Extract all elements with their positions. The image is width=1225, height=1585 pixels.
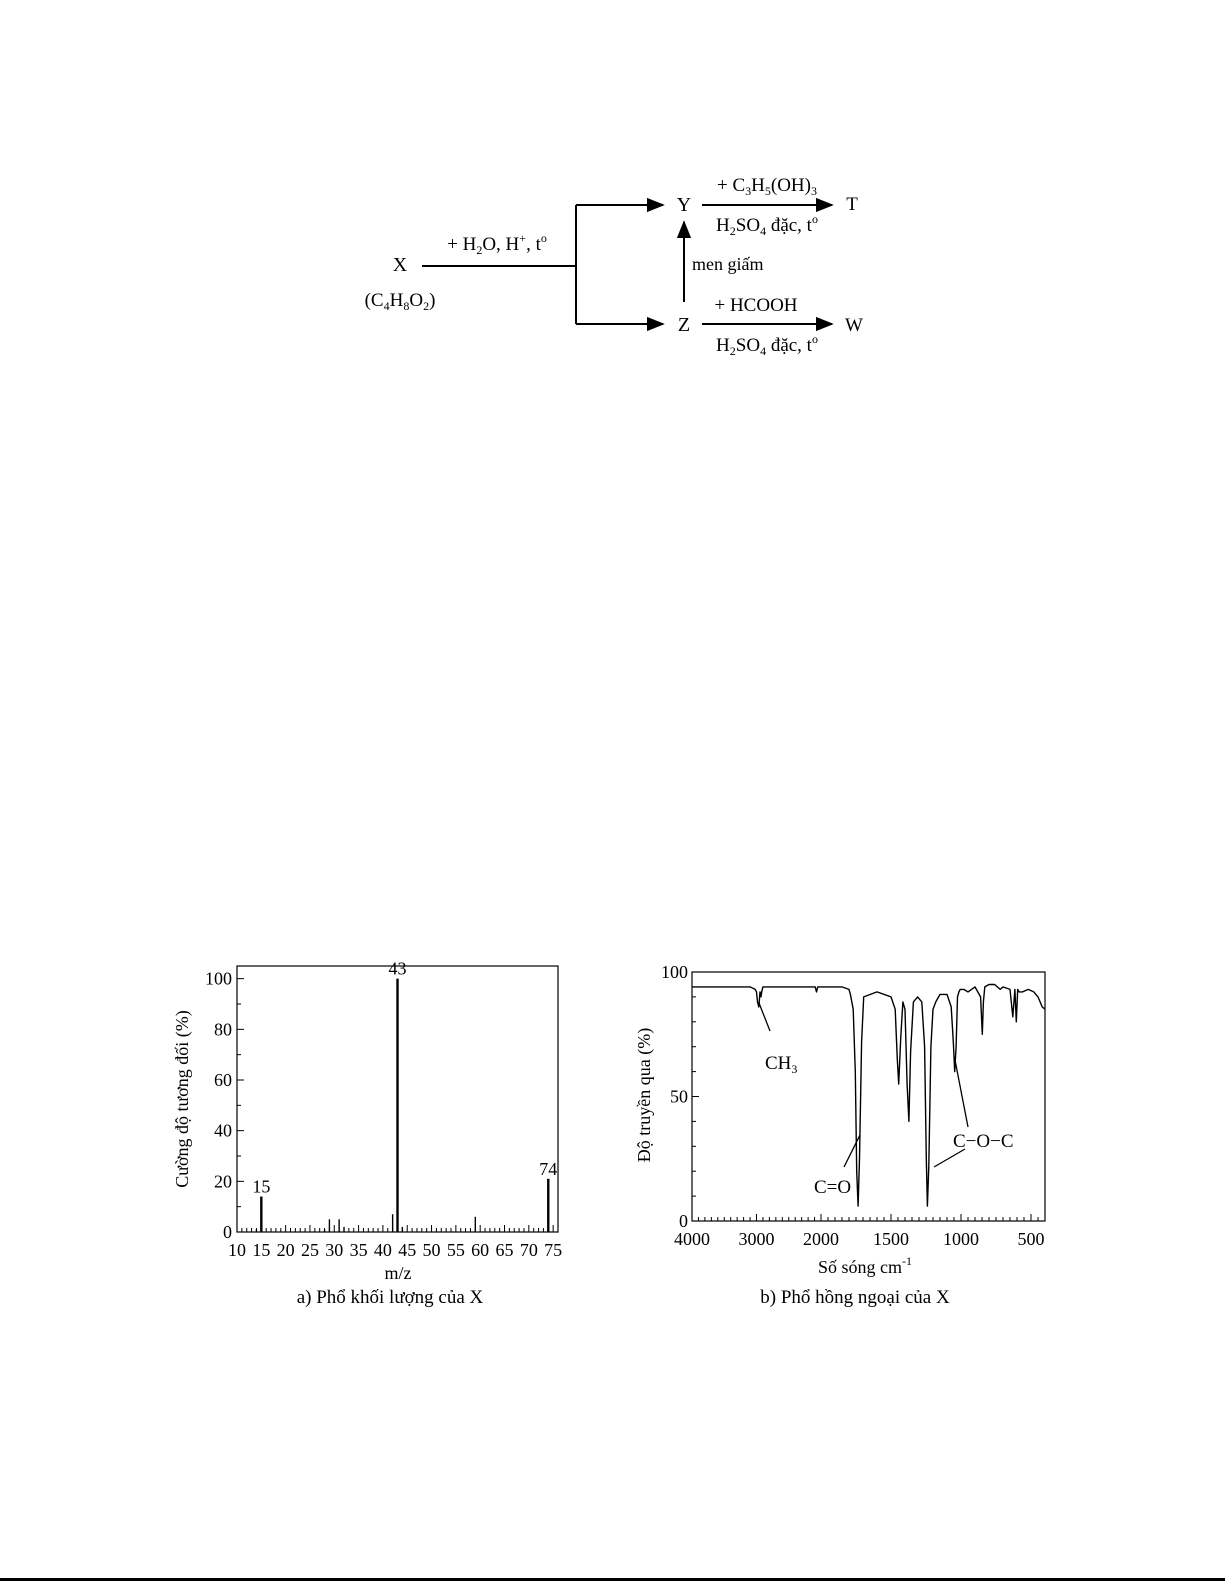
ms-x-tick-label: 35 xyxy=(349,1240,368,1260)
ir-annotation-leaders xyxy=(759,1003,968,1167)
ms-x-tick-label: 15 xyxy=(252,1240,271,1260)
product-w: W xyxy=(845,315,863,336)
ir-x-tick-label: 3000 xyxy=(738,1229,775,1249)
ir-caption: b) Phổ hồng ngoại của X xyxy=(760,1287,950,1308)
mass-spectrum-chart xyxy=(160,955,580,1325)
ir-annotation-coc: C−O−C xyxy=(953,1131,1014,1152)
page-bottom-rule xyxy=(0,1578,1225,1581)
ms-y-tick-label: 80 xyxy=(214,1019,232,1040)
ms-x-tick-label: 50 xyxy=(422,1240,441,1260)
hydrolysis-condition: + $H_2O$, H+, $t^o$ xyxy=(447,231,547,257)
ir-x-tick-label: 1500 xyxy=(873,1229,909,1249)
ir-y-tick-label: 50 xyxy=(670,1086,688,1107)
ms-x-tick-label: 75 xyxy=(544,1240,563,1260)
ms-y-tick-label: 40 xyxy=(214,1120,232,1141)
ms-y-tick-label: 0 xyxy=(223,1222,232,1242)
ms-caption: a) Phổ khối lượng của X xyxy=(296,1287,484,1308)
ms-x-tick-label: 45 xyxy=(398,1240,417,1260)
ir-y-tick-labels xyxy=(661,962,688,1231)
ms-x-tick-label: 60 xyxy=(471,1240,490,1260)
ms-x-tick-label: 55 xyxy=(446,1240,465,1260)
ir-y-axis-label: Độ truyền qua (%) xyxy=(634,1027,654,1163)
ir-ticks xyxy=(692,972,1045,1221)
formic-reagent: + HCOOH xyxy=(714,295,798,316)
ms-x-tick-labels xyxy=(228,1240,562,1260)
product-y: Y xyxy=(676,194,692,216)
ms-bars xyxy=(256,979,548,1232)
ms-x-tick-label: 65 xyxy=(495,1240,514,1260)
ir-annotation-ch3: $CH_3$ xyxy=(765,1053,798,1076)
ms-y-tick-label: 20 xyxy=(214,1171,232,1192)
ms-x-tick-label: 70 xyxy=(519,1240,538,1260)
glycerol-reagent: + $C_3H_5(OH)_3$ xyxy=(717,175,817,198)
ms-y-tick-label: 100 xyxy=(205,968,232,989)
ir-x-axis-label: Số sóng $cm^{-1}$ xyxy=(817,1254,913,1277)
ir-x-tick-label: 2000 xyxy=(803,1229,839,1249)
acid-catalyst-1: $H_2SO_4$ đặc, $t^o$ xyxy=(716,212,818,238)
ms-x-axis-label: m/z xyxy=(384,1263,412,1283)
ms-data-labels xyxy=(252,959,557,1197)
reactant-x: X xyxy=(392,254,408,276)
ferment-label: men giấm xyxy=(692,254,764,274)
ms-x-tick-label: 40 xyxy=(373,1240,392,1260)
ms-peak-label: 15 xyxy=(252,1176,271,1197)
ir-transmittance-line xyxy=(692,985,1045,1207)
ms-y-tick-label: 60 xyxy=(214,1070,232,1090)
product-z: Z xyxy=(677,314,691,336)
reaction-scheme xyxy=(0,0,1225,420)
ir-annotation-co: C=O xyxy=(814,1177,852,1198)
ir-plot-frame xyxy=(692,972,1045,1221)
ms-peak-label: 74 xyxy=(539,1158,558,1179)
ir-x-tick-label: 1000 xyxy=(943,1229,979,1249)
ir-x-tick-labels xyxy=(674,1229,1045,1249)
ms-x-tick-label: 20 xyxy=(276,1240,295,1260)
ms-y-axis-label: Cường độ tương đối (%) xyxy=(172,1010,192,1188)
ir-y-tick-label: 0 xyxy=(679,1211,688,1231)
ms-y-tick-labels xyxy=(205,969,232,1242)
ms-x-tick-label: 10 xyxy=(228,1240,246,1260)
ir-spectrum-chart xyxy=(625,955,1065,1325)
ir-y-tick-label: 100 xyxy=(661,962,688,982)
ir-x-tick-label: 500 xyxy=(1017,1229,1045,1249)
reactant-formula: $(C_4H_8O_2)$ xyxy=(364,290,436,313)
ir-x-tick-label: 4000 xyxy=(674,1229,710,1249)
product-t: T xyxy=(846,194,858,215)
ms-x-tick-label: 25 xyxy=(300,1240,319,1260)
ms-x-tick-label: 30 xyxy=(325,1240,344,1260)
ms-peak-label: 43 xyxy=(388,958,407,979)
acid-catalyst-2: $H_2SO_4$ đặc, $t^o$ xyxy=(716,332,818,358)
